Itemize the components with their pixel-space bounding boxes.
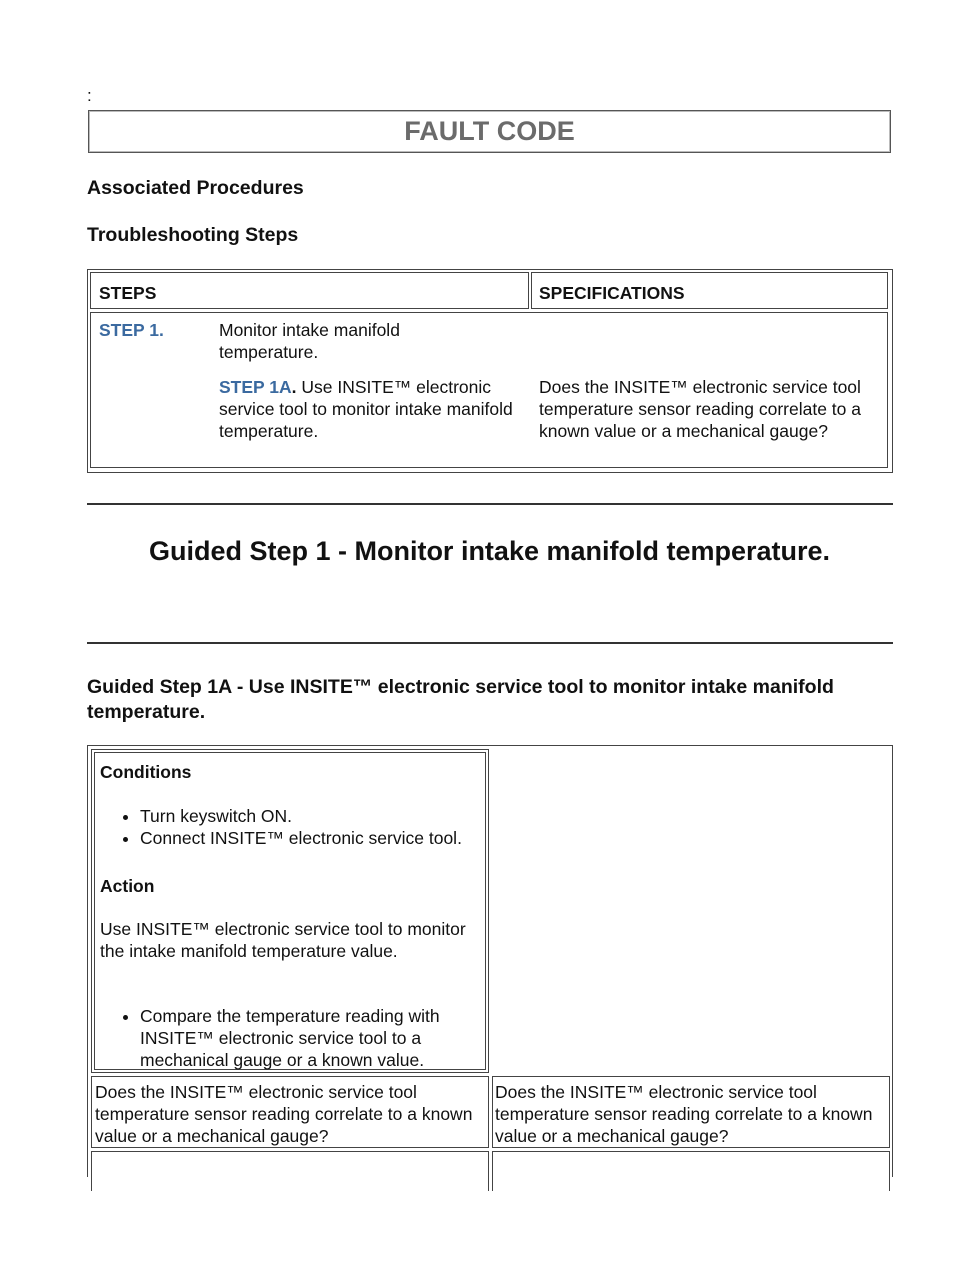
action-list-wrap — [100, 1005, 480, 1071]
next-row-right-cell — [492, 1151, 890, 1191]
question-right-text: Does the INSITE™ electronic service tool temperature sensor reading correlate to a known value or a mechanical gauge? — [495, 1082, 873, 1146]
question-left-text: Does the INSITE™ electronic service tool temperature sensor reading correlate to a known value or a mechanical gauge? — [95, 1082, 473, 1146]
step-1-description: Monitor intake manifold temperature. — [219, 320, 400, 362]
conditions-label: Conditions — [100, 762, 192, 782]
condition-item: • Connect INSITE™ electronic service tool. — [140, 827, 480, 849]
conditions-list-wrap — [100, 805, 480, 849]
steps-column-header: STEPS — [99, 283, 157, 303]
steps-header-cell — [90, 272, 529, 309]
guided-step-1-title: Guided Step 1 - Monitor intake manifold temperature. — [148, 536, 831, 566]
associated-procedures-heading: Associated Procedures — [87, 177, 304, 199]
specifications-header-cell — [531, 272, 888, 309]
stray-colon: : — [87, 86, 92, 105]
guided-step-1a-title: Guided Step 1A - Use INSITE™ electronic service tool to monitor intake manifold temperature. — [87, 676, 834, 723]
troubleshooting-steps-heading: Troubleshooting Steps — [87, 224, 299, 246]
step-1a-specification: Does the INSITE™ electronic service tool temperature sensor reading correlate to a known value or a mechanical gauge? — [539, 377, 861, 441]
fault-code-title: FAULT CODE — [404, 116, 575, 146]
action-item: • Compare the temperature reading with INSITE™ electronic service tool to a mechanical gauge or a known value. — [140, 1005, 480, 1071]
condition-item: • Turn keyswitch ON. — [140, 805, 480, 827]
action-list — [92, 1005, 480, 1071]
fault-code-banner — [88, 110, 891, 153]
section-divider-1 — [87, 503, 893, 505]
conditions-action-cell — [91, 749, 489, 1073]
conditions-list — [92, 805, 480, 849]
question-right-cell — [492, 1076, 890, 1148]
step-1a-link[interactable]: STEP 1A — [219, 377, 292, 397]
action-label: Action — [100, 876, 155, 896]
question-left-cell — [91, 1076, 489, 1148]
next-row-left-cell — [91, 1151, 489, 1191]
step-1a-period: . — [291, 377, 297, 397]
action-text: Use INSITE™ electronic service tool to monitor the intake manifold temperature value. — [100, 919, 466, 961]
guided-step-table — [87, 745, 893, 1177]
section-divider-2 — [87, 642, 893, 644]
steps-body-cell — [90, 312, 888, 468]
step-1a-text: Use INSITE™ electronic service tool to monitor intake manifold temperature. — [219, 377, 513, 441]
specifications-column-header: SPECIFICATIONS — [539, 283, 685, 303]
steps-table — [87, 269, 893, 473]
step-1a-description — [219, 376, 524, 442]
step-1-link[interactable]: STEP 1. — [99, 320, 164, 340]
